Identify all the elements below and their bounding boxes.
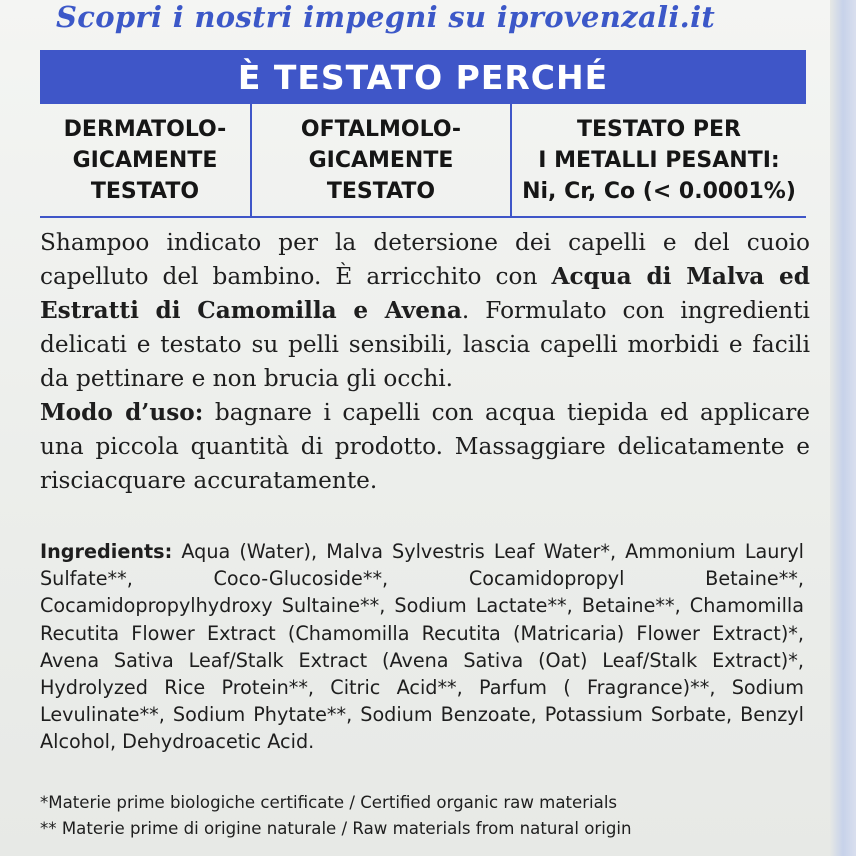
description-part-2: . Formulato con ingredienti delicati e testato su pelli sensibili, lascia capelli morbidi e facili da pettinare e non brucia gli occhi. [40, 297, 810, 392]
footnote-organic: *Materie prime biologiche certificate / Certified organic raw materials [40, 793, 618, 812]
tested-banner: È TESTATO PERCHÉ [40, 50, 806, 104]
usage-instructions: bagnare i capelli con acqua tiepida ed applicare una piccola quantità di prodotto. Massaggiare delicatamente e risciacquare accuratamente. [40, 399, 811, 494]
ingredients-label: Ingredients: [40, 540, 173, 563]
tests-table [40, 104, 806, 218]
usage-text [40, 396, 810, 498]
website-line: Scopri i nostri impegni su iprovenzali.it [56, 0, 716, 34]
test-dermatological: DERMATOLO- GICAMENTE TESTATO [63, 116, 227, 204]
test-heavy-metals: TESTATO PER I METALLI PESANTI: Ni, Cr, Co (< 0.0001%) [522, 116, 796, 204]
description-block [40, 226, 810, 498]
ingredients-block [40, 538, 804, 756]
bottle-edge [830, 0, 856, 856]
ingredients-list: Aqua (Water), Malva Sylvestris Leaf Water*, Ammonium Lauryl Sulfate**, Coco-Glucoside**, Cocamidopropyl Betaine**, Cocamidopropylhydroxy Sultaine**, Sodium Lactate**, Betaine**, Chamomilla Recutita Flower Extract (Chamomilla Recutita (Matricaria) Flower Extract)*, Avena Sativa Leaf/Stalk Extract (Avena Sativa (Oat) Leaf/Stalk Extract)*, Hydrolyzed Rice Protein**, Citric Acid**, Parfum ( Fragrance)**, Sodium Levulinate**, Sodium Phytate**, Sodium Benzoate, Potassium Sorbate, Benzyl Alcohol, Dehydroacetic Acid. [40, 540, 804, 754]
test-ophthalmological: OFTALMOLO- GICAMENTE TESTATO [250, 104, 512, 216]
description-highlight: Acqua di Malva ed Estratti di Camomilla e Avena [40, 263, 810, 324]
description-part-1: Shampoo indicato per la detersione dei capelli e del cuoio capelluto del bambino. È arricchito con [40, 229, 810, 290]
description-text [40, 226, 810, 396]
footnote-natural: ** Materie prime di origine naturale / Raw materials from natural origin [40, 819, 632, 838]
footnotes [40, 790, 820, 842]
usage-label: Modo d’uso: [40, 399, 204, 426]
